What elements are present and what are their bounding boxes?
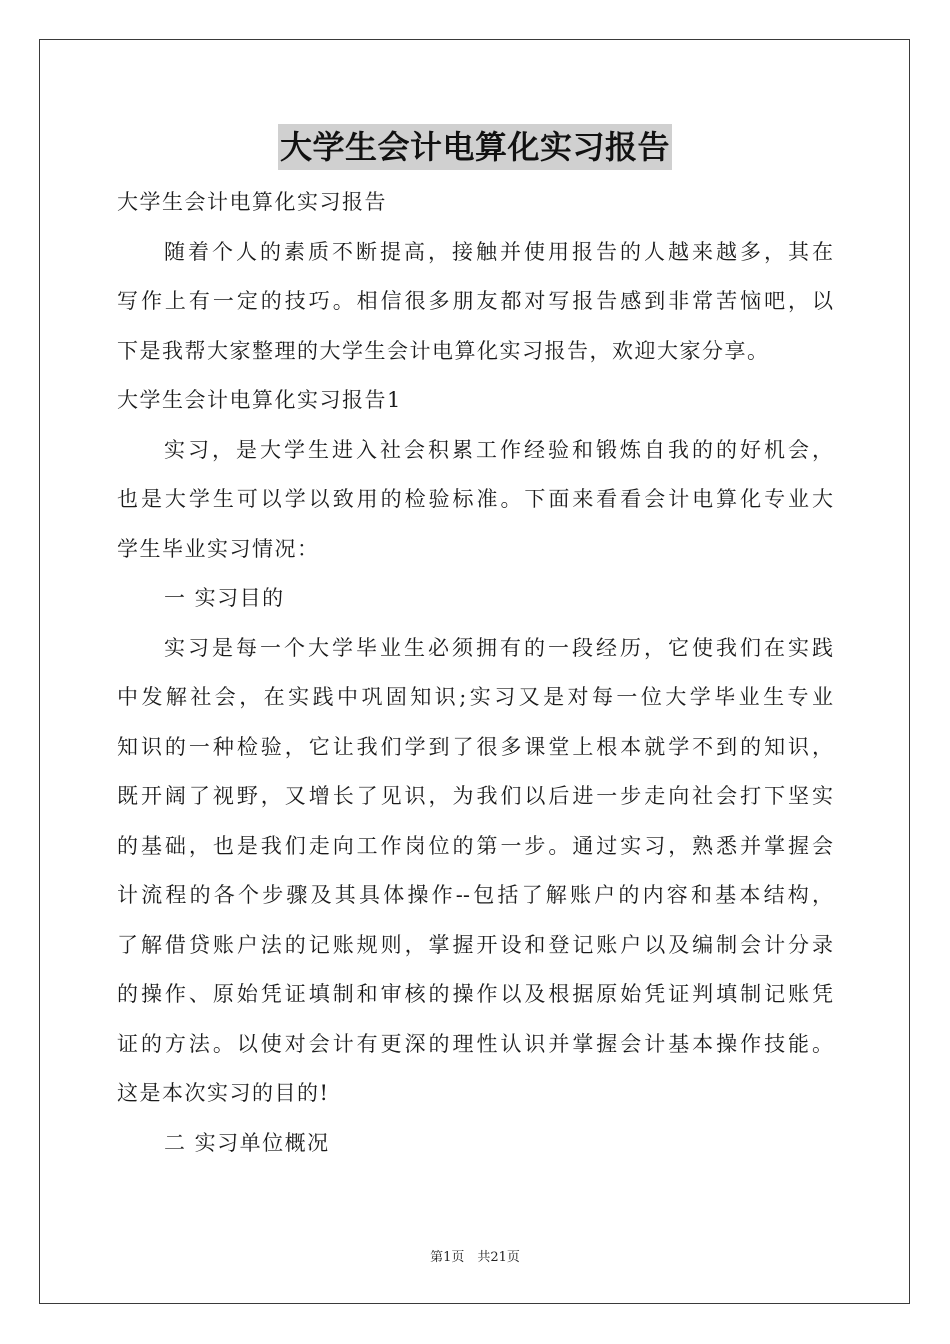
subsection-heading: 一 实习目的: [164, 586, 285, 610]
paragraph-line: 计流程的各个步骤及其具体操作--包括了解账户的内容和基本结构，: [117, 883, 833, 907]
paragraph-line: 实习，是大学生进入社会积累工作经验和锻炼自我的的好机会，: [164, 437, 833, 462]
paragraph-line: 实习是每一个大学毕业生必须拥有的一段经历，它使我们在实践: [164, 635, 833, 660]
paragraph-line: 也是大学生可以学以致用的检验标准。下面来看看会计电算化专业大: [117, 487, 833, 511]
page-number-footer: 第1页 共21页: [430, 1250, 520, 1265]
section-heading: 大学生会计电算化实习报告1: [117, 388, 402, 412]
subsection-heading: 二 实习单位概况: [164, 1130, 330, 1155]
paragraph-line: 中发解社会，在实践中巩固知识;实习又是对每一位大学毕业生专业: [117, 685, 833, 709]
paragraph-line: 学生毕业实习情况：: [117, 536, 320, 561]
paragraph-line: 的操作、原始凭证填制和审核的操作以及根据原始凭证判填制记账凭: [117, 982, 833, 1006]
paragraph-line: 知识的一种检验，它让我们学到了很多课堂上根本就学不到的知识，: [117, 734, 833, 759]
subtitle-line: 大学生会计电算化实习报告: [117, 190, 387, 214]
paragraph-line: 证的方法。以使对会计有更深的理性认识并掌握会计基本操作技能。: [117, 1031, 833, 1056]
paragraph-line: 既开阔了视野，又增长了见识，为我们以后进一步走向社会打下坚实: [117, 784, 833, 808]
paragraph-line: 了解借贷账户法的记账规则，掌握开设和登记账户以及编制会计分录: [117, 932, 833, 957]
paragraph-line: 写作上有一定的技巧。相信很多朋友都对写报告感到非常苦恼吧，以: [117, 289, 833, 313]
title-container: [0, 124, 950, 170]
document-title: 大学生会计电算化实习报告: [278, 124, 672, 170]
paragraph-line: 随着个人的素质不断提高，接触并使用报告的人越来越多，其在: [164, 239, 833, 264]
paragraph-line: 的基础，也是我们走向工作岗位的第一步。通过实习，熟悉并掌握会: [117, 833, 833, 858]
document-body: [117, 178, 833, 1168]
paragraph-line: 下是我帮大家整理的大学生会计电算化实习报告，欢迎大家分享。: [117, 338, 770, 363]
paragraph-line: 这是本次实习的目的!: [117, 1081, 330, 1105]
